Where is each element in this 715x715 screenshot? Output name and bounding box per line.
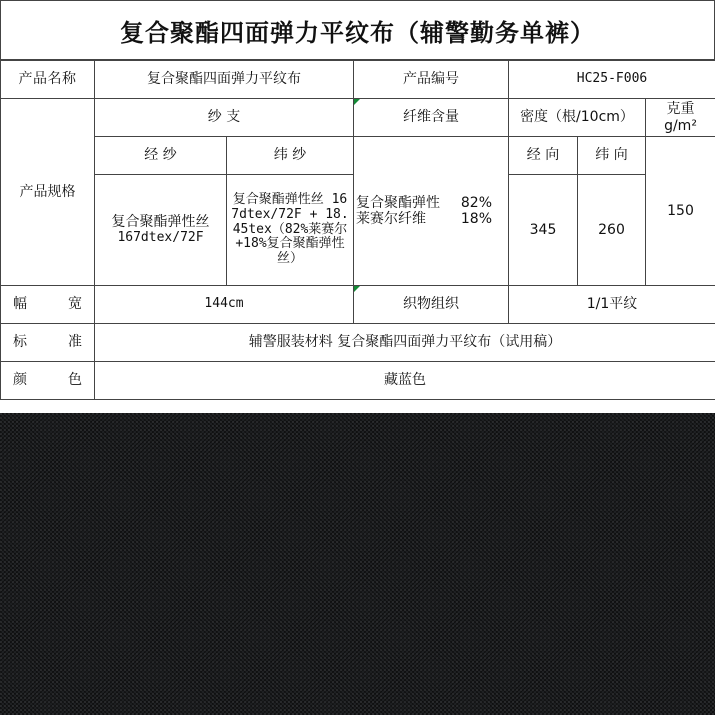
label-width-a: 幅 <box>13 296 27 313</box>
warp-yarn-line1: 复合聚酯弹性丝 <box>111 214 210 231</box>
cell-marker-icon <box>354 286 360 292</box>
label-fiber-content-text: 纤维含量 <box>403 109 459 126</box>
label-standard-a: 标 <box>13 334 27 351</box>
label-warp-yarn: 经 纱 <box>95 137 227 175</box>
label-gram-weight-line1: 克重 <box>666 101 695 118</box>
row-standard <box>1 324 715 362</box>
label-fiber-content <box>354 99 509 137</box>
warp-yarn-line2: 167dtex/72F <box>117 229 204 245</box>
label-standard <box>1 324 95 362</box>
label-yarn-count: 纱 支 <box>95 99 354 137</box>
label-width-b: 宽 <box>68 296 82 313</box>
fiber-line-1 <box>356 195 506 211</box>
value-width: 144cm <box>95 286 354 324</box>
value-fiber-content <box>354 137 509 286</box>
label-color-a: 颜 <box>13 372 27 389</box>
label-product-name: 产品名称 <box>1 61 95 99</box>
row-color <box>1 362 715 400</box>
label-color-b: 色 <box>68 372 82 389</box>
value-weft-yarn: 复合聚酯弹性丝 167dtex/72F + 18.45tex（82%莱赛尔+18%复合聚酯弹性丝） <box>227 175 354 286</box>
fiber2-pct: 18% <box>460 211 492 227</box>
spec-table <box>0 60 715 400</box>
label-weft-yarn: 纬 纱 <box>227 137 354 175</box>
row-spec-subheader <box>1 137 715 175</box>
label-width <box>1 286 95 324</box>
label-product-code: 产品编号 <box>354 61 509 99</box>
fabric-swatch-image <box>0 413 715 715</box>
fiber2-name: 莱赛尔纤维 <box>356 211 426 227</box>
row-width <box>1 286 715 324</box>
value-weft-density: 260 <box>578 175 646 286</box>
label-weft-dir: 纬 向 <box>578 137 646 175</box>
row-product-name <box>1 61 715 99</box>
label-gram-weight-line2: g/m² <box>664 117 697 134</box>
cell-marker-icon <box>354 99 360 105</box>
page-title: 复合聚酯四面弹力平纹布（辅警勤务单裤） <box>0 0 715 60</box>
fiber1-name: 复合聚酯弹性 <box>356 194 440 211</box>
value-warp-yarn <box>95 175 227 286</box>
label-density: 密度（根/10cm） <box>509 99 646 137</box>
label-weave <box>354 286 509 324</box>
fiber1-pct: 82% <box>460 194 492 211</box>
label-standard-b: 准 <box>68 334 82 351</box>
label-product-spec: 产品规格 <box>1 99 95 286</box>
value-product-code: HC25-F006 <box>509 61 715 99</box>
value-warp-density: 345 <box>509 175 578 286</box>
value-color: 藏蓝色 <box>95 362 715 400</box>
label-gram-weight <box>646 99 715 137</box>
value-standard: 辅警服装材料 复合聚酯四面弹力平纹布（试用稿） <box>95 324 715 362</box>
value-gram-weight: 150 <box>646 137 715 286</box>
label-weave-text: 织物组织 <box>403 296 459 313</box>
value-product-name: 复合聚酯四面弹力平纹布 <box>95 61 354 99</box>
label-warp-dir: 经 向 <box>509 137 578 175</box>
row-spec-header <box>1 99 715 137</box>
label-color <box>1 362 95 400</box>
value-weave: 1/1平纹 <box>509 286 715 324</box>
fiber-line-2 <box>356 211 506 227</box>
